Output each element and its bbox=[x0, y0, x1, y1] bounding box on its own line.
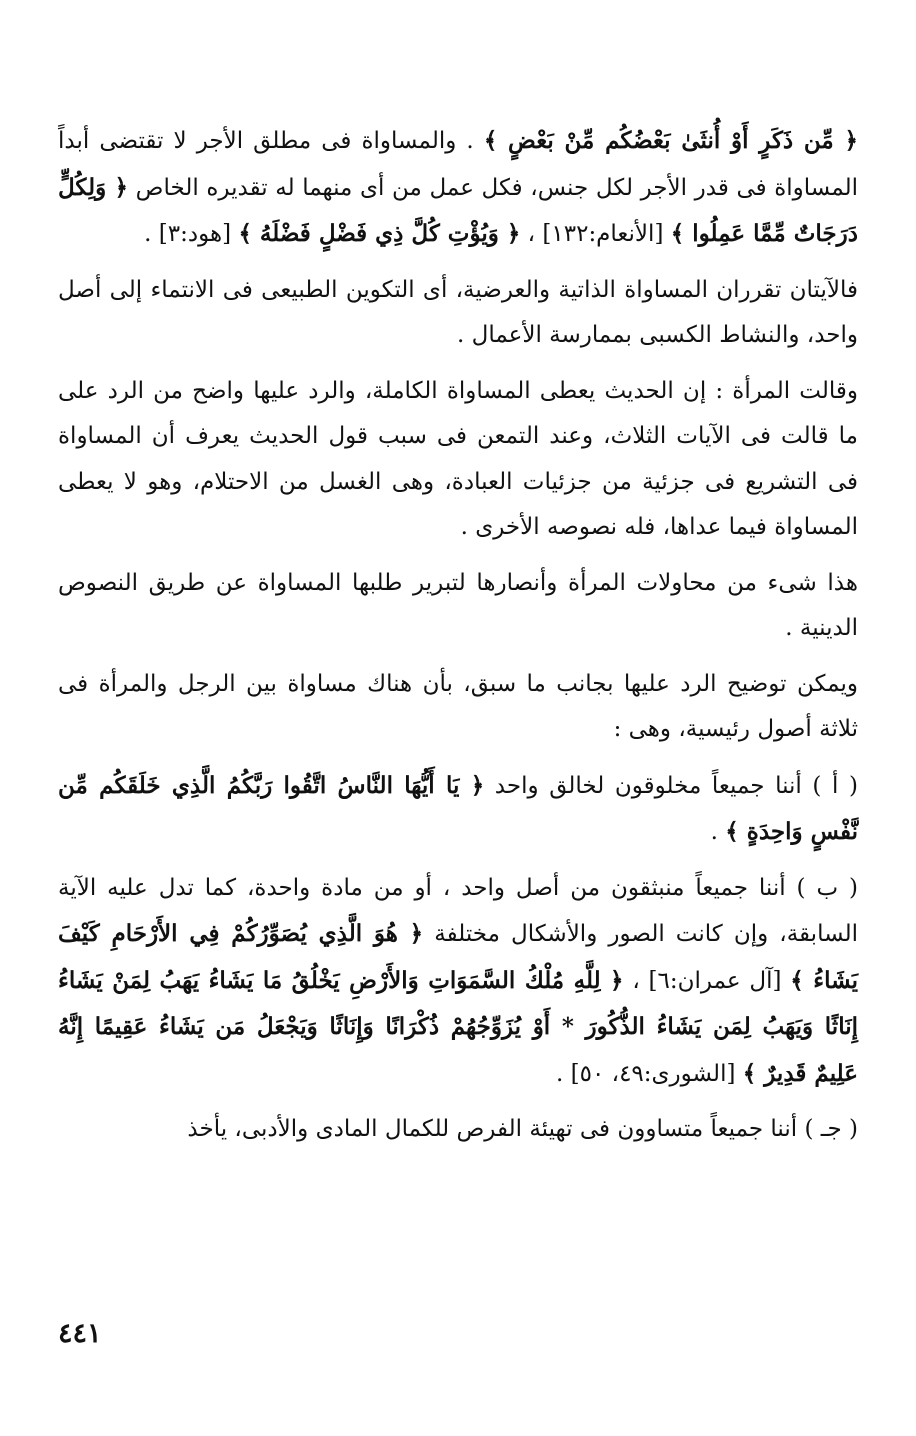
paragraph bbox=[58, 763, 858, 856]
paragraph bbox=[58, 662, 858, 753]
quran-verse: ﴿ هُوَ الَّذِي يُصَوِّرُكُمْ فِي الأَرْحَامِ كَيْفَ يَشَاءُ ﴾ bbox=[58, 920, 859, 994]
paragraph bbox=[58, 268, 858, 359]
paragraph bbox=[58, 369, 858, 551]
page-number: ٤٤١ bbox=[58, 1318, 102, 1349]
text-run: هذا شىء من محاولات المرأة وأنصارها لتبرير طلبها المساواة عن طريق النصوص الدينية . bbox=[58, 569, 858, 641]
text-run: . bbox=[710, 819, 726, 845]
text-run: . والمساواة فى مطلق الأجر لا تقتضى أبداً المساواة فى قدر الأجر لكل جنس، فكل عمل من أى منهما له تقديره الخاص bbox=[58, 128, 859, 201]
text-run: [آل عمران:٦] ، bbox=[623, 967, 791, 994]
text-run: [هود:٣] . bbox=[144, 221, 239, 247]
text-run: [الشورى:٤٩، ٥٠] . bbox=[556, 1060, 743, 1087]
text-run: وقالت المرأة : إن الحديث يعطى المساواة الكاملة، والرد عليها واضح من الرد على ما قالت فى الآيات الثلاث، وعند التمعن فى سبب قول الحديث يعرف أن المساواة فى التشريع فى جزئية من جزئيات العبادة، وهى الغسل من الاحتلام، وهو لا يعطى المساواة فيما عداها، فله نصوصه الأخرى . bbox=[58, 377, 858, 540]
paragraph bbox=[58, 561, 858, 652]
text-run: [الأنعام:١٣٢] ، bbox=[520, 221, 671, 247]
quran-verse: ﴿ يَا أَيُّهَا النَّاسُ اتَّقُوا رَبَّكُمُ الَّذِي خَلَقَكُم مِّن نَّفْسٍ وَاحِدَةٍ ﴾ bbox=[58, 771, 858, 845]
text-run: ( جـ ) أننا جميعاً متساوون فى تهيئة الفرص للكمال المادى والأدبى، يأخذ bbox=[187, 1116, 858, 1142]
text-run: فالآيتان تقرران المساواة الذاتية والعرضية، أى التكوين الطبيعى فى الانتماء إلى أصل واحد، والنشاط الكسبى بممارسة الأعمال . bbox=[58, 276, 858, 348]
quran-verse: ﴿ لِلَّهِ مُلْكُ السَّمَوَاتِ وَالأَرْضِ يَخْلُقُ مَا يَشَاءُ يَهَبُ لِمَنْ يَشَاءُ إِنَاثًا وَيَهَبُ لِمَن يَشَاءُ الذُّكُورَ * أَوْ يُزَوِّجُهُمْ ذُكْرَانًا وَإِنَاثًا وَيَجْعَلُ مَن يَشَاءُ عَقِيمًا إِنَّهُ عَلِيمٌ قَدِيرٌ ﴾ bbox=[58, 966, 858, 1087]
paragraph bbox=[58, 1107, 858, 1153]
quran-verse: ﴿ مِّن ذَكَرٍ أَوْ أُنثَىٰ بَعْضُكُم مِّنْ بَعْضٍ ﴾ bbox=[483, 127, 858, 154]
text-run: ويمكن توضيح الرد عليها بجانب ما سبق، بأن هناك مساواة بين الرجل والمرأة فى ثلاثة أصول رئيسية، وهى : bbox=[58, 670, 858, 742]
quran-verse: ﴿ وَيُؤْتِ كُلَّ ذِي فَضْلٍ فَضْلَهُ ﴾ bbox=[238, 220, 521, 247]
text-run: ( ب ) أننا جميعاً منبثقون من أصل واحد ، أو من مادة واحدة، كما تدل عليه الآية السابقة، وإن كانت الصور والأشكال مختلفة bbox=[58, 874, 858, 947]
paragraph bbox=[58, 118, 858, 258]
body-text bbox=[58, 118, 858, 1163]
text-run: ( أ ) أننا جميعاً مخلوقون لخالق واحد bbox=[484, 772, 858, 799]
quran-verse: ﴿ وَلِكُلٍّ دَرَجَاتٌ مِّمَّا عَمِلُوا ﴾ bbox=[58, 173, 858, 247]
paragraph bbox=[58, 866, 858, 1098]
